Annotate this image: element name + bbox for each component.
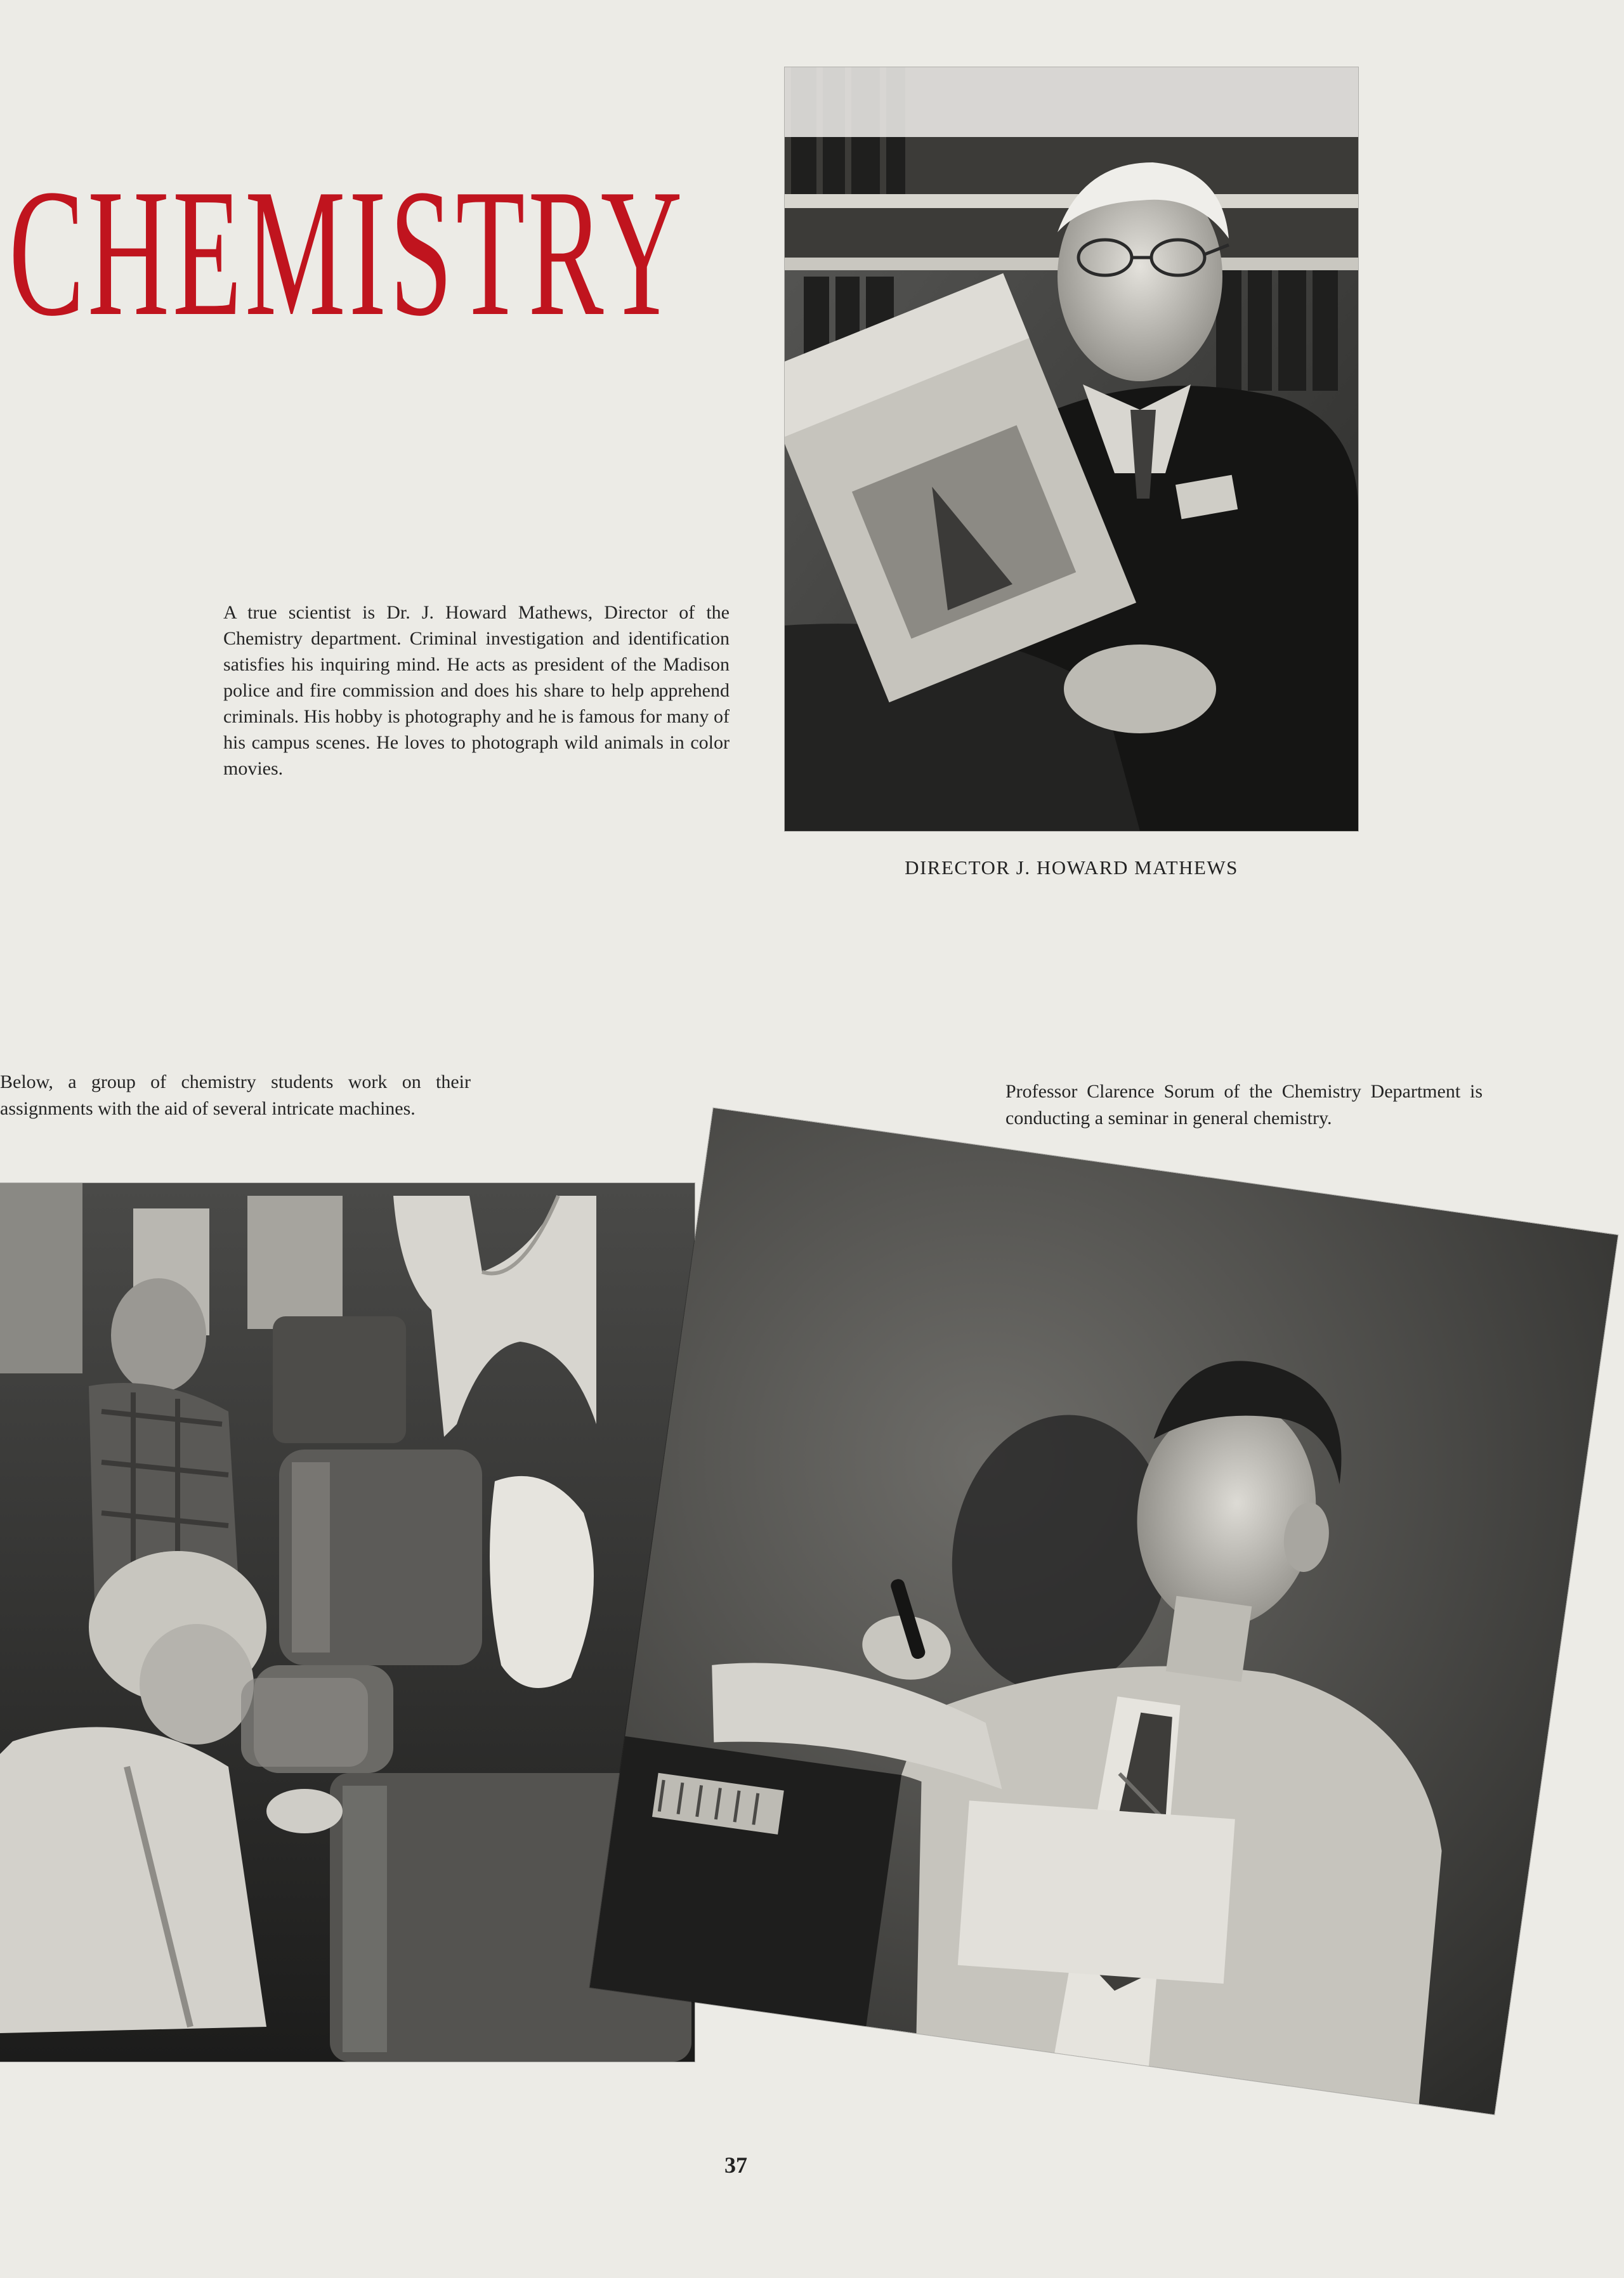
director-portrait-photo xyxy=(785,67,1358,831)
lab-photo-caption: Below, a group of chemistry students work on their assignments with the aid of several intricate machines. xyxy=(0,1071,471,1119)
page-number: 37 xyxy=(724,2152,747,2178)
page-title: CHEMISTRY xyxy=(9,152,686,354)
sorum-photo-caption: Professor Clarence Sorum of the Chemistry Department is conducting a seminar in general chemistry. xyxy=(1005,1081,1483,1129)
professor-sorum-photo xyxy=(590,1108,1618,2115)
portrait-caption: DIRECTOR J. HOWARD MATHEWS xyxy=(905,856,1238,879)
sorum-photo-frame xyxy=(590,1108,1618,2115)
lab-students-photo xyxy=(0,1183,695,2062)
intro-paragraph: A true scientist is Dr. J. Howard Mathews, Director of the Chemistry department. Criminal investigation and identification satisfies his inquiring mind. He acts as president of the Madison police and fire commission and does his share to help apprehend criminals. His hobby is photography and he is famous for many of his campus scenes. He loves to photograph wild animals in color movies. xyxy=(223,602,730,779)
